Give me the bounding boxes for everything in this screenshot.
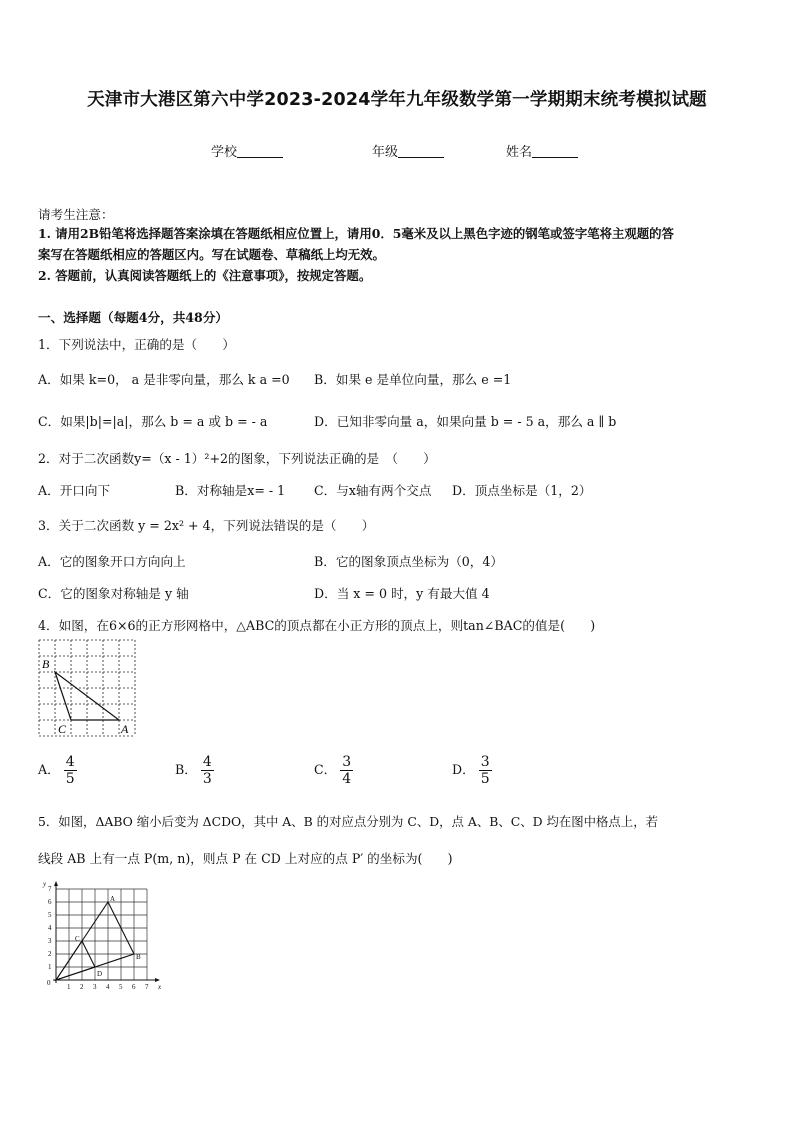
notice-item-1-line-1: 1. 请用2B铅笔将选择题答案涂填在答题纸相应位置上，请用0．5毫米及以上黑色字迹的钢笔或签字笔将主观题的答 [38, 226, 674, 241]
page-title: 天津市大港区第六中学2023-2024学年九年级数学第一学期期末统考模拟试题 [87, 90, 707, 110]
y-tick-4: 4 [48, 924, 52, 932]
q3-option-c[interactable]: C．它的图象对称轴是 y 轴 [38, 586, 189, 601]
denominator: 5 [480, 771, 490, 787]
q2-option-a[interactable]: A．开口向下 [38, 483, 111, 498]
q4-stem: 4．如图，在6×6的正方形网格中，△ABC的顶点都在小正方形的顶点上，则tan∠BAC的值是( ) [38, 618, 596, 633]
y-tick-6: 6 [48, 898, 52, 906]
y-axis-label: y [43, 880, 47, 888]
notice-item-2: 2. 答题前，认真阅读答题纸上的《注意事项》，按规定答题。 [38, 268, 372, 283]
x-tick-5: 5 [119, 983, 123, 991]
section-heading: 一、选择题（每题4分，共48分） [38, 310, 229, 325]
y-tick-1: 1 [48, 963, 52, 971]
q4-option-b-letter: B． [175, 762, 197, 777]
x-axis-label: x [158, 983, 162, 991]
grade-label: 年级 [372, 145, 399, 160]
q4-option-a-fraction [64, 754, 77, 787]
y-tick-7: 7 [48, 885, 52, 893]
notice-heading: 请考生注意： [38, 207, 114, 222]
point-label-d: D [97, 970, 103, 978]
q4-option-c-letter: C． [314, 762, 337, 777]
q4-grid-figure [36, 637, 140, 739]
x-tick-6: 6 [132, 983, 136, 991]
label-a: A [121, 722, 129, 736]
triangle-cdo [56, 941, 95, 980]
q3-stem: 3．关于二次函数 y = 2x² + 4，下列说法错误的是（ ） [38, 518, 375, 533]
name-label: 姓名 [506, 145, 533, 160]
q4-option-b-fraction [201, 754, 214, 787]
numerator: 3 [480, 754, 490, 770]
label-c: C [58, 722, 67, 736]
q5-stem-line-1: 5．如图，ΔABO 缩小后变为 ΔCDO，其中 A、B 的对应点分别为 C、D，点 A、B、C、D 均在图中格点上，若 [38, 814, 658, 829]
q3-option-b[interactable]: B．它的图象顶点坐标为（0，4） [314, 554, 503, 569]
notice-item-1-line-2: 案写在答题纸相应的答题区内。写在试题卷、草稿纸上均无效。 [38, 247, 385, 262]
y-axis-arrow [54, 881, 58, 886]
point-label-b: B [136, 953, 141, 961]
x-tick-7: 7 [145, 983, 149, 991]
q4-option-a[interactable] [38, 754, 77, 787]
q5-coordinate-graph [40, 880, 170, 994]
q2-option-c[interactable]: C．与x轴有两个交点 [314, 483, 432, 498]
q3-option-a[interactable]: A．它的图象开口方向向上 [38, 554, 186, 569]
q1-option-d[interactable]: D．已知非零向量 a，如果向量 b = - 5 a，那么 a ∥ b [314, 414, 617, 429]
q1-option-c[interactable]: C．如果|b|=|a|，那么 b = a 或 b = - a [38, 414, 268, 429]
y-tick-2: 2 [48, 950, 52, 958]
label-b: B [42, 657, 50, 671]
origin-label: 0 [47, 979, 51, 987]
numerator: 3 [342, 754, 352, 770]
q1-option-b[interactable]: B．如果 e 是单位向量，那么 e =1 [314, 372, 512, 387]
point-label-c: C [75, 935, 80, 943]
q4-option-b[interactable] [175, 754, 214, 787]
school-field[interactable] [211, 141, 283, 160]
denominator: 4 [342, 771, 352, 787]
x-tick-1: 1 [67, 983, 71, 991]
school-blank[interactable] [237, 144, 283, 158]
q5-stem-line-2: 线段 AB 上有一点 P(m, n)，则点 P 在 CD 上对应的点 P′ 的坐标为( ) [38, 851, 453, 866]
q4-option-d-fraction [479, 754, 492, 787]
grade-blank[interactable] [398, 144, 444, 158]
numerator: 4 [202, 754, 212, 770]
q2-option-b[interactable]: B．对称轴是x= - 1 [175, 483, 286, 498]
q3-option-d[interactable]: D．当 x = 0 时，y 有最大值 4 [314, 586, 490, 601]
q2-option-d[interactable]: D．顶点坐标是（1，2） [452, 483, 592, 498]
name-field[interactable] [506, 141, 578, 160]
name-blank[interactable] [532, 144, 578, 158]
denominator: 5 [65, 771, 75, 787]
q4-option-a-letter: A． [38, 762, 60, 777]
numerator: 4 [65, 754, 75, 770]
q1-stem: 1．下列说法中，正确的是（ ） [38, 337, 235, 352]
q2-stem: 2．对于二次函数y=（x - 1）²+2的图象，下列说法正确的是 （ ） [38, 451, 436, 466]
denominator: 3 [202, 771, 212, 787]
q4-option-d[interactable] [452, 754, 492, 787]
q1-option-a[interactable]: A．如果 k=0， a 是非零向量，那么 k a =0 [38, 372, 290, 387]
x-tick-4: 4 [106, 983, 110, 991]
x-tick-2: 2 [80, 983, 84, 991]
school-label: 学校 [211, 145, 238, 160]
q4-option-c[interactable] [314, 754, 353, 787]
x-axis-arrow [155, 978, 160, 982]
point-label-a: A [110, 895, 116, 903]
grade-field[interactable] [372, 141, 444, 160]
q4-option-c-fraction [340, 754, 353, 787]
q4-option-d-letter: D． [452, 762, 475, 777]
x-tick-3: 3 [93, 983, 97, 991]
y-tick-5: 5 [48, 911, 52, 919]
y-tick-3: 3 [48, 937, 52, 945]
q5-grid-lines [56, 889, 147, 980]
